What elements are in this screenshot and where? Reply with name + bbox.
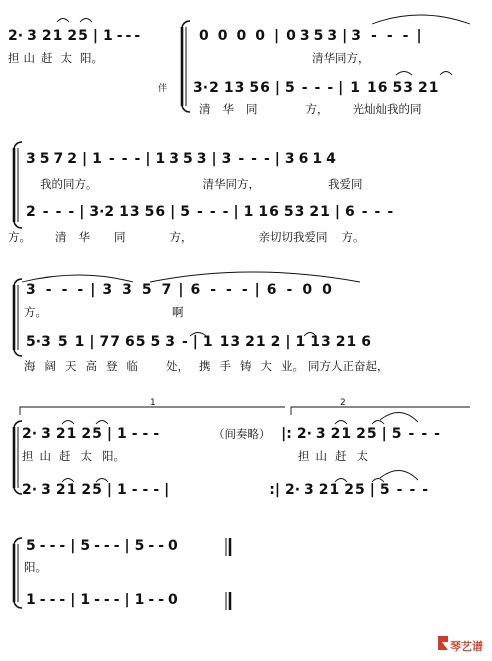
lyrics-row5: 阳。	[24, 560, 47, 574]
watermark	[438, 636, 483, 653]
svg-text:方。啊: 方。 啊	[24, 305, 184, 319]
svg-text:方。清华同方，亲切切我爱同方。: 方。 清 华 同 方， 亲切切我爱同 方。	[8, 230, 365, 244]
final-barlines	[226, 538, 230, 610]
qinyipu-logo-icon	[438, 636, 448, 650]
svg-text:我的同方。清华同方，我爱同: 我的同方。 清华同方， 我爱同	[40, 177, 363, 191]
svg-text:担山赶太阳。: 担 山 赶 太 阳。	[22, 449, 125, 463]
notes-row3-voice2: 5·3 5 1 | 77 65 5 3 - | 1 13 21 2 | 1 13 21 6	[26, 334, 372, 350]
accompaniment-marker: 伴	[158, 84, 168, 94]
notes-row2-voice2: 2 - - - | 3·2 13 56 | 5 - - - | 1 16 53 21 | 6 - - -	[26, 204, 394, 220]
svg-text:清华同方，光灿灿我的同: 清 华 同 方， 光灿灿我的同	[199, 102, 422, 116]
notes-row1-voice2: 3·2 13 56 | 5 - - - | 1 16 53 21	[193, 80, 439, 96]
lyrics-row4	[22, 449, 369, 463]
notes-row2-voice1: 3 5 7 2 | 1 - - - | 1 3 5 3 | 3 - - - | 3 6 1 4	[26, 151, 336, 167]
volta-2-label: 2	[340, 398, 346, 408]
notes-row4-voice1: 2· 3 21 25 | 1 - - - |: 2· 3 21 25 | 5 - - -	[22, 426, 440, 442]
svg-text:清华同方，: 清华同方，	[312, 51, 370, 65]
notes-row1-voice0: 2· 3 21 25 | 1 - - -	[8, 28, 141, 44]
svg-text:担山赶太阳。: 担 山 赶 太 阳。	[8, 51, 103, 65]
notes-row5-voice2: 1 - - - | 1 - - - | 1 - - 0	[26, 592, 178, 608]
svg-text:担山赶太: 担 山 赶 太	[298, 449, 368, 463]
volta-brackets	[20, 407, 470, 415]
notes-row4-voice2: 2· 3 21 25 | 1 - - - | :| 2· 3 21 25 | 5 - - -	[22, 482, 429, 498]
notes-row5-voice1: 5 - - - | 5 - - - | 5 - - 0	[26, 538, 178, 554]
svg-text:海阔天高登临处，携手铸大业。同方人正奋起，: 海 阔 天 高 登 临 处， 携 手 铸 大 业。 同方人正奋起，	[24, 359, 389, 373]
volta-1-label: 1	[150, 398, 156, 408]
notes-row1-voice1: 0 0 0 0 | 0 3 5 3 | 3 - - - |	[199, 28, 422, 44]
watermark-text: 琴艺谱	[450, 640, 483, 653]
interlude-marker: （间奏略）	[213, 427, 271, 441]
notes-row3-voice1: 3 - - - | 3 3 5 7 | 6 - - - | 6 - 0 0	[26, 282, 332, 298]
